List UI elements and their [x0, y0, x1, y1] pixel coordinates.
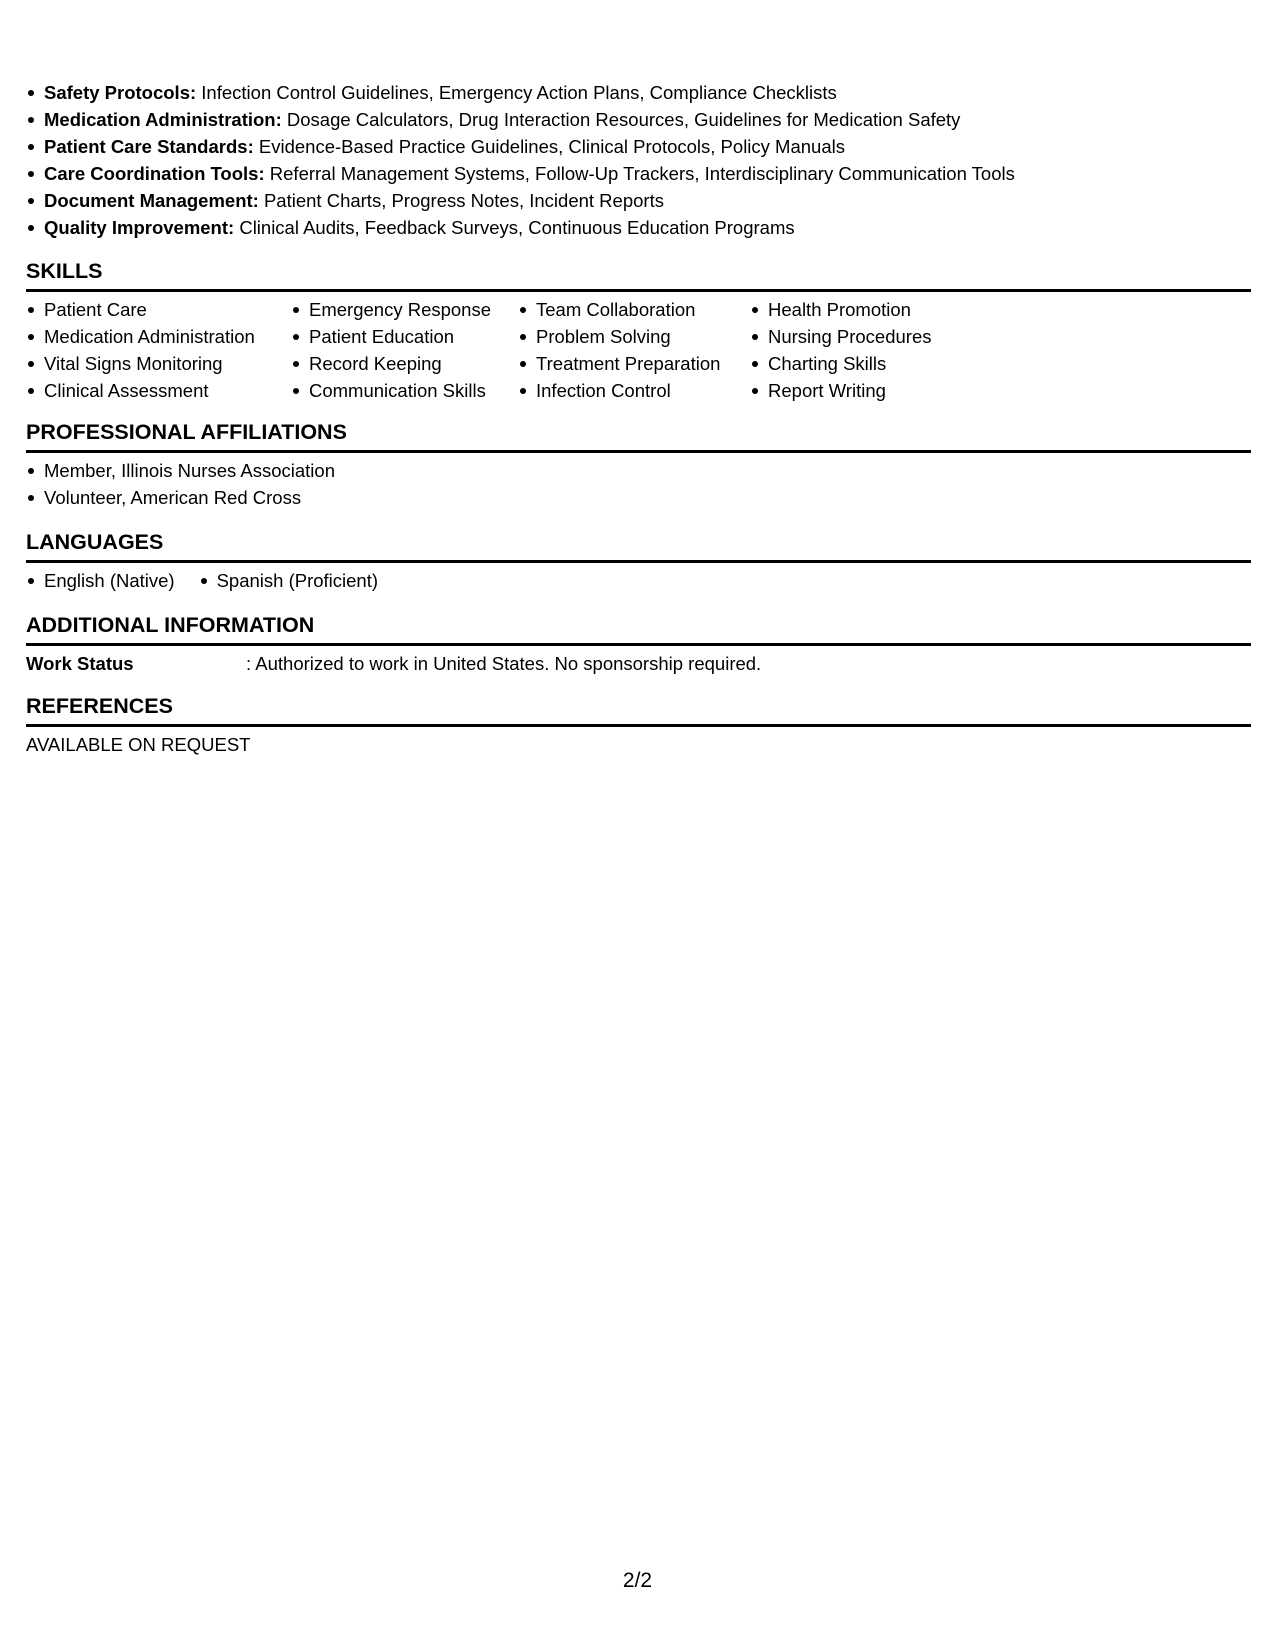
language-item: English (Native): [26, 567, 175, 594]
skills-column: [291, 296, 518, 404]
affiliations-heading: PROFESSIONAL AFFILIATIONS: [26, 418, 1251, 453]
skill-item: Patient Care: [26, 296, 291, 323]
skills-heading: SKILLS: [26, 257, 1251, 292]
skill-item: Infection Control: [518, 377, 750, 404]
skill-item: Team Collaboration: [518, 296, 750, 323]
skill-item: Vital Signs Monitoring: [26, 350, 291, 377]
list-item: [26, 187, 1251, 214]
skill-item: Report Writing: [750, 377, 970, 404]
resource-label: Quality Improvement:: [44, 217, 235, 238]
affiliation-item: Member, Illinois Nurses Association: [26, 457, 1251, 484]
resource-text: Dosage Calculators, Drug Interaction Resources, Guidelines for Medication Safety: [281, 109, 961, 130]
work-status-value: : Authorized to work in United States. No sponsorship required.: [246, 653, 762, 674]
skill-item: Health Promotion: [750, 296, 970, 323]
languages-heading: LANGUAGES: [26, 528, 1251, 563]
skill-item: Charting Skills: [750, 350, 970, 377]
affiliation-item: Volunteer, American Red Cross: [26, 484, 1251, 511]
resume-page-2: [26, 79, 1251, 758]
references-text: AVAILABLE ON REQUEST: [26, 734, 251, 755]
resource-text: Referral Management Systems, Follow-Up Trackers, Interdisciplinary Communication Tools: [264, 163, 1015, 184]
skill-item: Clinical Assessment: [26, 377, 291, 404]
page-number: 2/2: [622, 1569, 653, 1592]
list-item: [26, 160, 1251, 187]
skill-item: Medication Administration: [26, 323, 291, 350]
skills-grid: [26, 296, 1251, 404]
list-item: [26, 106, 1251, 133]
affiliations-list: [26, 457, 1251, 511]
resource-label: Care Coordination Tools:: [44, 163, 265, 184]
references-heading: REFERENCES: [26, 692, 1251, 727]
list-item: [26, 214, 1251, 241]
skills-column: [750, 296, 970, 404]
list-item: [26, 79, 1251, 106]
languages-list: [26, 567, 1251, 594]
resource-label: Document Management:: [44, 190, 259, 211]
skill-item: Nursing Procedures: [750, 323, 970, 350]
work-status-label: Work Status: [26, 653, 134, 674]
list-item: [26, 133, 1251, 160]
work-status-row: [26, 650, 1251, 677]
additional-info-heading: ADDITIONAL INFORMATION: [26, 611, 1251, 646]
resource-text: Infection Control Guidelines, Emergency Action Plans, Compliance Checklists: [196, 82, 837, 103]
skill-item: Patient Education: [291, 323, 518, 350]
skill-item: Emergency Response: [291, 296, 518, 323]
resource-label: Medication Administration:: [44, 109, 282, 130]
resource-label: Patient Care Standards:: [44, 136, 254, 157]
skill-item: Problem Solving: [518, 323, 750, 350]
skill-item: Record Keeping: [291, 350, 518, 377]
skill-item: Communication Skills: [291, 377, 518, 404]
resources-list: [26, 79, 1251, 241]
resource-text: Clinical Audits, Feedback Surveys, Continuous Education Programs: [234, 217, 795, 238]
skill-item: Treatment Preparation: [518, 350, 750, 377]
language-item: Spanish (Proficient): [199, 567, 378, 594]
resource-text: Patient Charts, Progress Notes, Incident Reports: [258, 190, 664, 211]
skills-column: [518, 296, 750, 404]
resource-label: Safety Protocols:: [44, 82, 197, 103]
resource-text: Evidence-Based Practice Guidelines, Clinical Protocols, Policy Manuals: [253, 136, 845, 157]
skills-column: [26, 296, 291, 404]
